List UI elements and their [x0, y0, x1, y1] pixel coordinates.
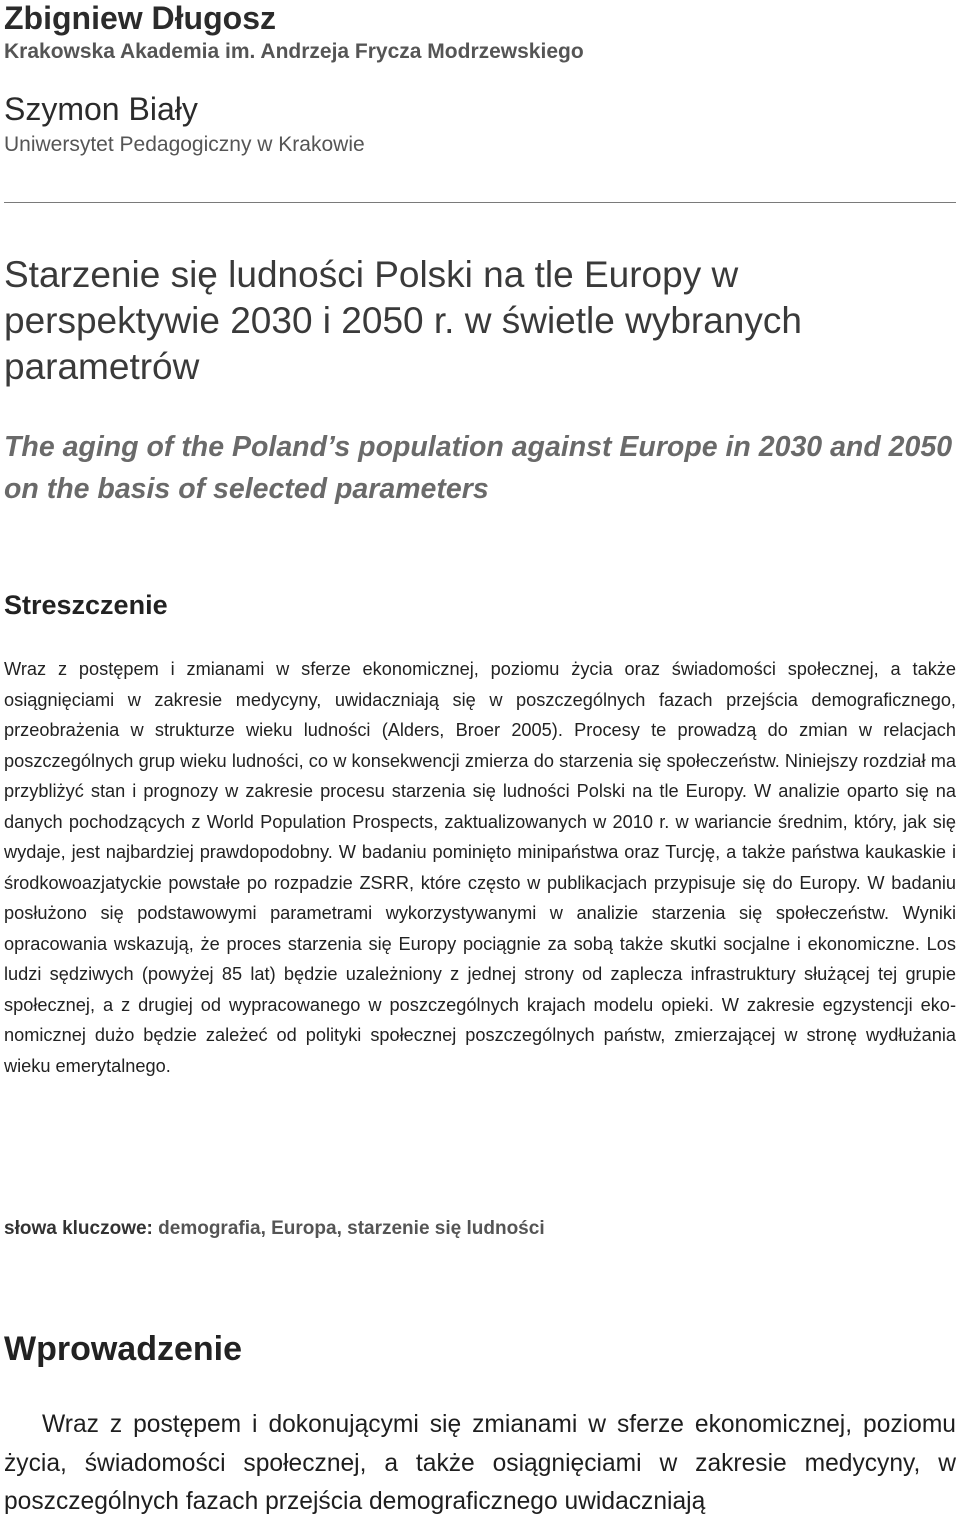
author-affiliation: Uniwersytet Pedagogiczny w Krakowie	[4, 133, 365, 156]
paper-title-polish: Starzenie się ludności Polski na tle Europy w perspektywie 2030 i 2050 r. w świetle wybranych parametrów	[4, 254, 802, 387]
abstract-text: Wraz z postępem i zmianami w sferze ekonomicznej, poziomu życia oraz świadomości społecznej, a także osiągnięciami w zakresie medycyny, uwidaczniają się w poszczególnych fazach przejścia demograficznego, przeobrażenia w strukturze wieku ludności (Alders, Broer 2005). Procesy te prowadzą do zmian w relacjach poszczególnych grup wieku ludności, co w konsekwencji zmierza do starzenia się społeczeństw. Niniejszy rozdział ma przybliżyć stan i prognozy w zakresie procesu starzenia się ludności Polski na tle Europy. W analizie oparto się na danych pochodzących z World Population Prospects, zaktualizowanych w 2010 r. w wariancie średnim, który, jak się wydaje, jest najbardziej prawdopodobny. W badaniu pominięto minipaństwa oraz Turcję, a także państwa kaukaskie i środkowoazjatyckie powstałe po rozpadzie ZSRR, które często w publikacjach przypisuje się do Europy. W badaniu posłużono się podstawowymi parametrami wykorzystywanymi w analizie starzenia się społeczeństw. Wyniki opracowania wskazują, że proces starzenia się Europy pociągnie za sobą także skutki socjalne i ekonomiczne. Los ludzi sędziwych (powyżej 85 lat) będzie uzależniony z jednej strony od zaplecza infrastruktury służącej tej grupie społecznej, a z drugiej od wypracowanego w poszczególnych krajach modelu opieki. W zakresie egzystencji ekonomicznej dużo będzie zależeć od polityki społecznej poszczególnych państw, zmierzającej w stronę wydłużania wieku emerytalnego.	[4, 659, 956, 1076]
introduction-text: Wraz z postępem i dokonującymi się zmianami w sferze ekonomicznej, poziomu życia, świadomości społecznej, a także osiągnięciami w zakresie medycyny, w poszczególnych fazach przejścia demograficznego uwidaczniają	[4, 1411, 956, 1515]
keywords-label: słowa kluczowe:	[4, 1218, 153, 1239]
author-name: Zbigniew Długosz	[4, 0, 276, 36]
header-divider	[4, 202, 956, 203]
author-name: Szymon Biały	[4, 91, 198, 127]
author-affiliation: Krakowska Akademia im. Andrzeja Frycza Modrzewskiego	[4, 40, 584, 63]
keywords	[4, 1214, 956, 1244]
abstract-heading: Streszczenie	[4, 590, 168, 620]
paper-title-english: The aging of the Poland’s population against Europe in 2030 and 2050 on the basis of selected parameters	[4, 431, 953, 505]
introduction-heading: Wprowadzenie	[4, 1330, 243, 1368]
keywords-values: demografia, Europa, starzenie się ludności	[158, 1218, 545, 1239]
